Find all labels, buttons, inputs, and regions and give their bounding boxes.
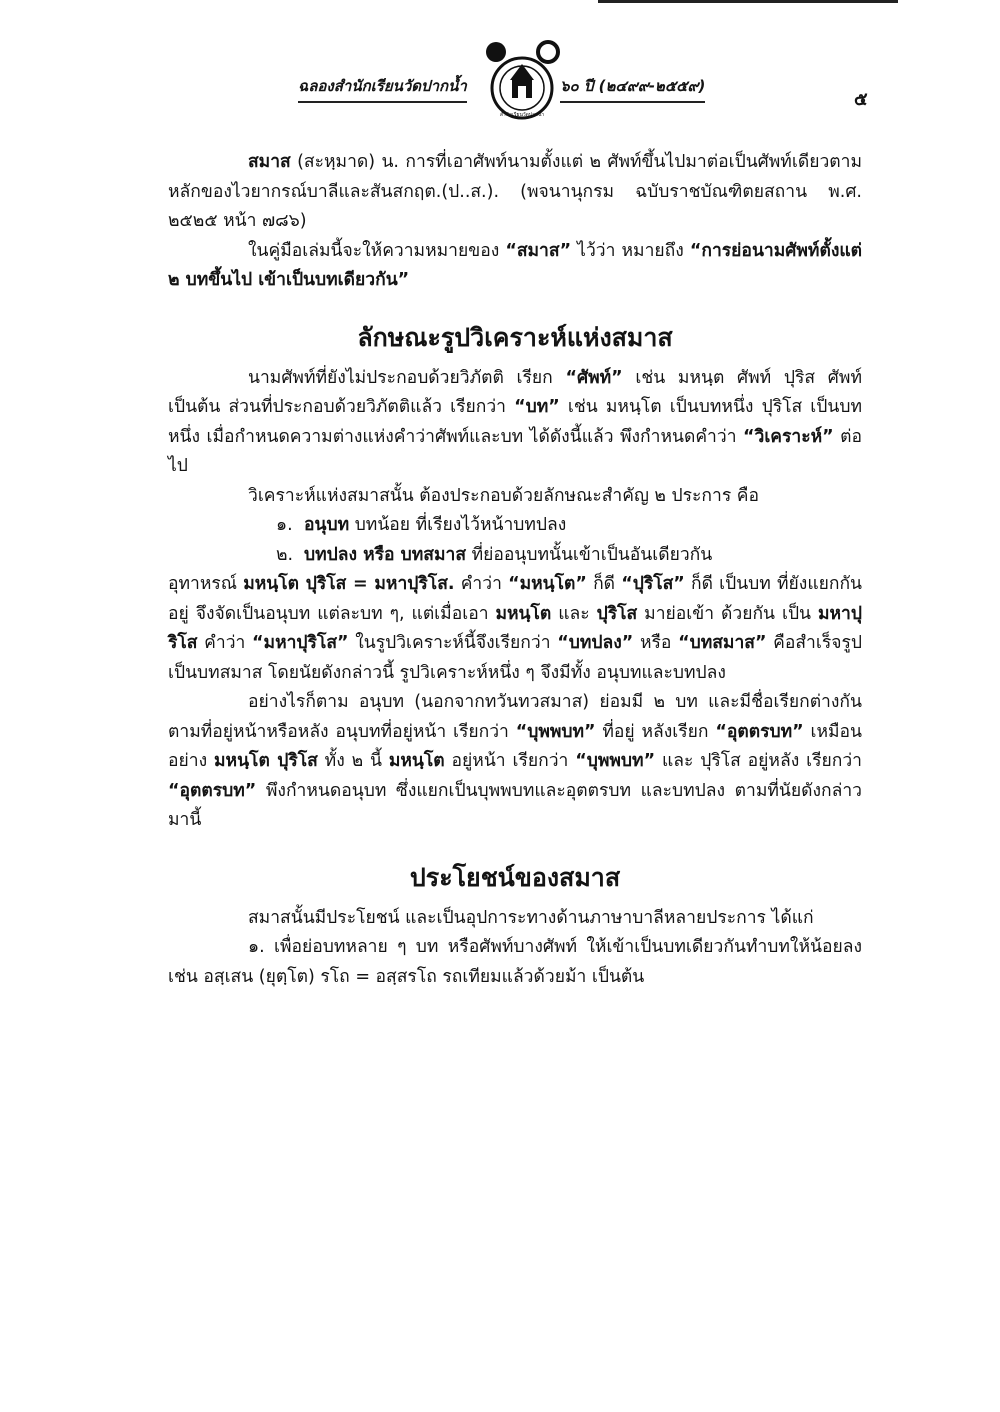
meaning-text: ไว้ว่า หมายถึง	[571, 240, 690, 261]
text: และ	[551, 603, 597, 624]
bold-term: “บุพพบท”	[575, 751, 656, 771]
body-paragraph: สมาสนั้นมีประโยชน์ และเป็นอุปการะทางด้านภาษาบาลีหลายประการ ได้แก่	[248, 907, 814, 928]
text: นามศัพท์ที่ยังไม่ประกอบด้วยวิภัตติ เรียก	[248, 367, 566, 388]
section-title: ลักษณะรูปวิเคราะห์แห่งสมาส	[357, 322, 673, 352]
section-title: ประโยชน์ของสมาส	[409, 862, 621, 892]
body-paragraph	[168, 364, 862, 482]
top-edge-line	[598, 0, 898, 3]
text: และ ปุริโส อยู่หลัง เรียกว่า	[655, 751, 862, 771]
text: เหมือนอย่าง	[168, 721, 862, 771]
text: คือสำเร็จรูปเป็นบทสมาส โดยนัยดังกล่าวนี้ รูปวิเคราะห์หนึ่ง ๆ จึงมีทั้ง อนุบทและบทปลง	[168, 633, 862, 683]
meaning-term: “สมาส”	[505, 240, 572, 261]
meaning-paragraph	[168, 237, 862, 296]
bold-term: มหาปุริโส	[168, 603, 862, 653]
meaning-definition: “การย่อนามศัพท์ตั้งแต่ ๒ บทขึ้นไป เข้าเป็นบทเดียวกัน”	[168, 240, 863, 290]
list-number: ๑.	[248, 937, 265, 957]
text: คำว่า	[454, 574, 509, 594]
list-term: อนุบท	[304, 515, 350, 535]
text: ก็ดี เป็นบท ที่ยังแยกกันอยู่ จึงจัดเป็นอนุบท แต่ละบท ๆ, แต่เมื่อเอา	[168, 574, 863, 624]
meaning-text: ในคู่มือเล่มนี้จะให้ความหมายของ	[248, 240, 506, 261]
text: อยู่หน้า เรียกว่า	[444, 751, 576, 771]
bold-term: “ปุริโส”	[621, 574, 685, 594]
text: มาย่อเข้า ด้วยกัน เป็น	[637, 603, 818, 624]
temple-emblem-icon	[476, 38, 568, 130]
text: เช่น มหนฺโต เป็นบทหนึ่ง ปุริโส เป็นบทหนึ่ง เมื่อกำหนดความต่างแห่งคำว่าศัพท์และบท ได้ดังนี้แล้ว พึงกำหนดคำว่า	[168, 397, 862, 447]
bold-term: มหนฺโต	[388, 751, 445, 771]
list-number: ๒.	[276, 544, 294, 565]
body-paragraph: วิเคราะห์แห่งสมาสนั้น ต้องประกอบด้วยลักษณะสำคัญ ๒ ประการ คือ	[248, 485, 760, 506]
text: ต่อไป	[168, 426, 862, 476]
bold-term: “บท”	[514, 397, 560, 417]
list-text: เพื่อย่อบทหลาย ๆ บท หรือศัพท์บางศัพท์ ให้เข้าเป็นบทเดียวกันทำบทให้น้อยลง เช่น อสฺเสน (ยุตฺโต) รโถ = อสฺสรโถ รถเทียมแล้วด้วยม้า เป็นต้น	[168, 937, 862, 987]
text: ในรูปวิเคราะห์นี้จึงเรียกว่า	[348, 633, 558, 653]
bold-term: “มหนฺโต”	[508, 574, 587, 594]
list-term: บทปลง หรือ บทสมาส	[304, 544, 467, 565]
bold-term: “บุพพบท”	[515, 721, 596, 742]
text: อย่างไรก็ตาม อนุบท (นอกจากทวันทวสมาส) ย่อมมี ๒ บท และมีชื่อเรียกต่างกัน ตามที่อยู่หน้าหรือหลัง อนุบทที่อยู่หน้า เรียกว่า	[168, 692, 862, 742]
bold-term: มหนฺโต ปุริโส	[214, 751, 318, 771]
bold-term: มหนฺโต ปุริโส = มหาปุริโส.	[243, 574, 455, 594]
bold-term: “บทปลง”	[557, 633, 634, 653]
body-paragraph	[168, 688, 862, 836]
emblem-caption: สำนักเรียนวัดปากน้ำ	[499, 112, 545, 118]
text: เช่น มหนฺต ศัพท์ ปุริส ศัพท์ เป็นต้น ส่วนที่ประกอบด้วยวิภัตติแล้ว เรียกว่า	[168, 367, 862, 417]
header-left-text: ฉลองสำนักเรียนวัดปากน้ำ	[298, 74, 467, 103]
text: อุทาหรณ์	[168, 574, 244, 594]
term-samas: สมาส	[248, 152, 291, 172]
text: ที่อยู่ หลังเรียก	[595, 721, 716, 742]
text: พึงกำหนดอนุบท ซึ่งแยกเป็นบุพพบทและอุตตรบท และบทปลง ตามที่นัยดังกล่าวมานี้	[168, 780, 862, 830]
definition-text: (สะหฺมาด) น. การที่เอาศัพท์นามตั้งแต่ ๒ ศัพท์ขึ้นไปมาต่อเป็นศัพท์เดียวตามหลักของไวยากรณ์บาลีและสันสกฤต.(ป..ส.). (พจนานุกรม ฉบับราชบัณฑิตยสถาน พ.ศ. ๒๕๒๕ หน้า ๗๘๖)	[168, 152, 862, 231]
bold-term: “อุตตรบท”	[715, 721, 804, 742]
list-item	[168, 933, 862, 992]
page-header	[298, 64, 898, 124]
body-paragraph	[168, 570, 862, 688]
text: ก็ดี	[586, 574, 622, 594]
bold-term: “บทสมาส”	[678, 633, 767, 653]
page-body	[168, 148, 862, 992]
bold-term: “วิเคราะห์”	[742, 426, 834, 447]
bold-term: ปุริโส	[596, 603, 638, 624]
definition-paragraph	[168, 148, 862, 237]
list-item	[168, 541, 862, 571]
list-text: บทน้อย ที่เรียงไว้หน้าบทปลง	[349, 515, 567, 535]
page-number: ๕	[854, 89, 868, 110]
list-text: ที่ย่ออนุบทนั้นเข้าเป็นอันเดียวกัน	[466, 544, 713, 565]
bold-term: มหนฺโต	[495, 603, 552, 624]
bold-term: “มหาปุริโส”	[252, 633, 349, 653]
text: คำว่า	[197, 633, 253, 653]
bold-term: “อุตตรบท”	[168, 780, 257, 801]
list-item	[168, 511, 862, 541]
text: หรือ	[633, 633, 679, 653]
text: ทั้ง ๒ นี้	[317, 751, 389, 771]
header-right-text: ๖๐ ปี (๒๔๙๙-๒๕๕๙)	[560, 74, 705, 103]
bold-term: “ศัพท์”	[565, 367, 623, 388]
list-number: ๑.	[276, 515, 293, 535]
